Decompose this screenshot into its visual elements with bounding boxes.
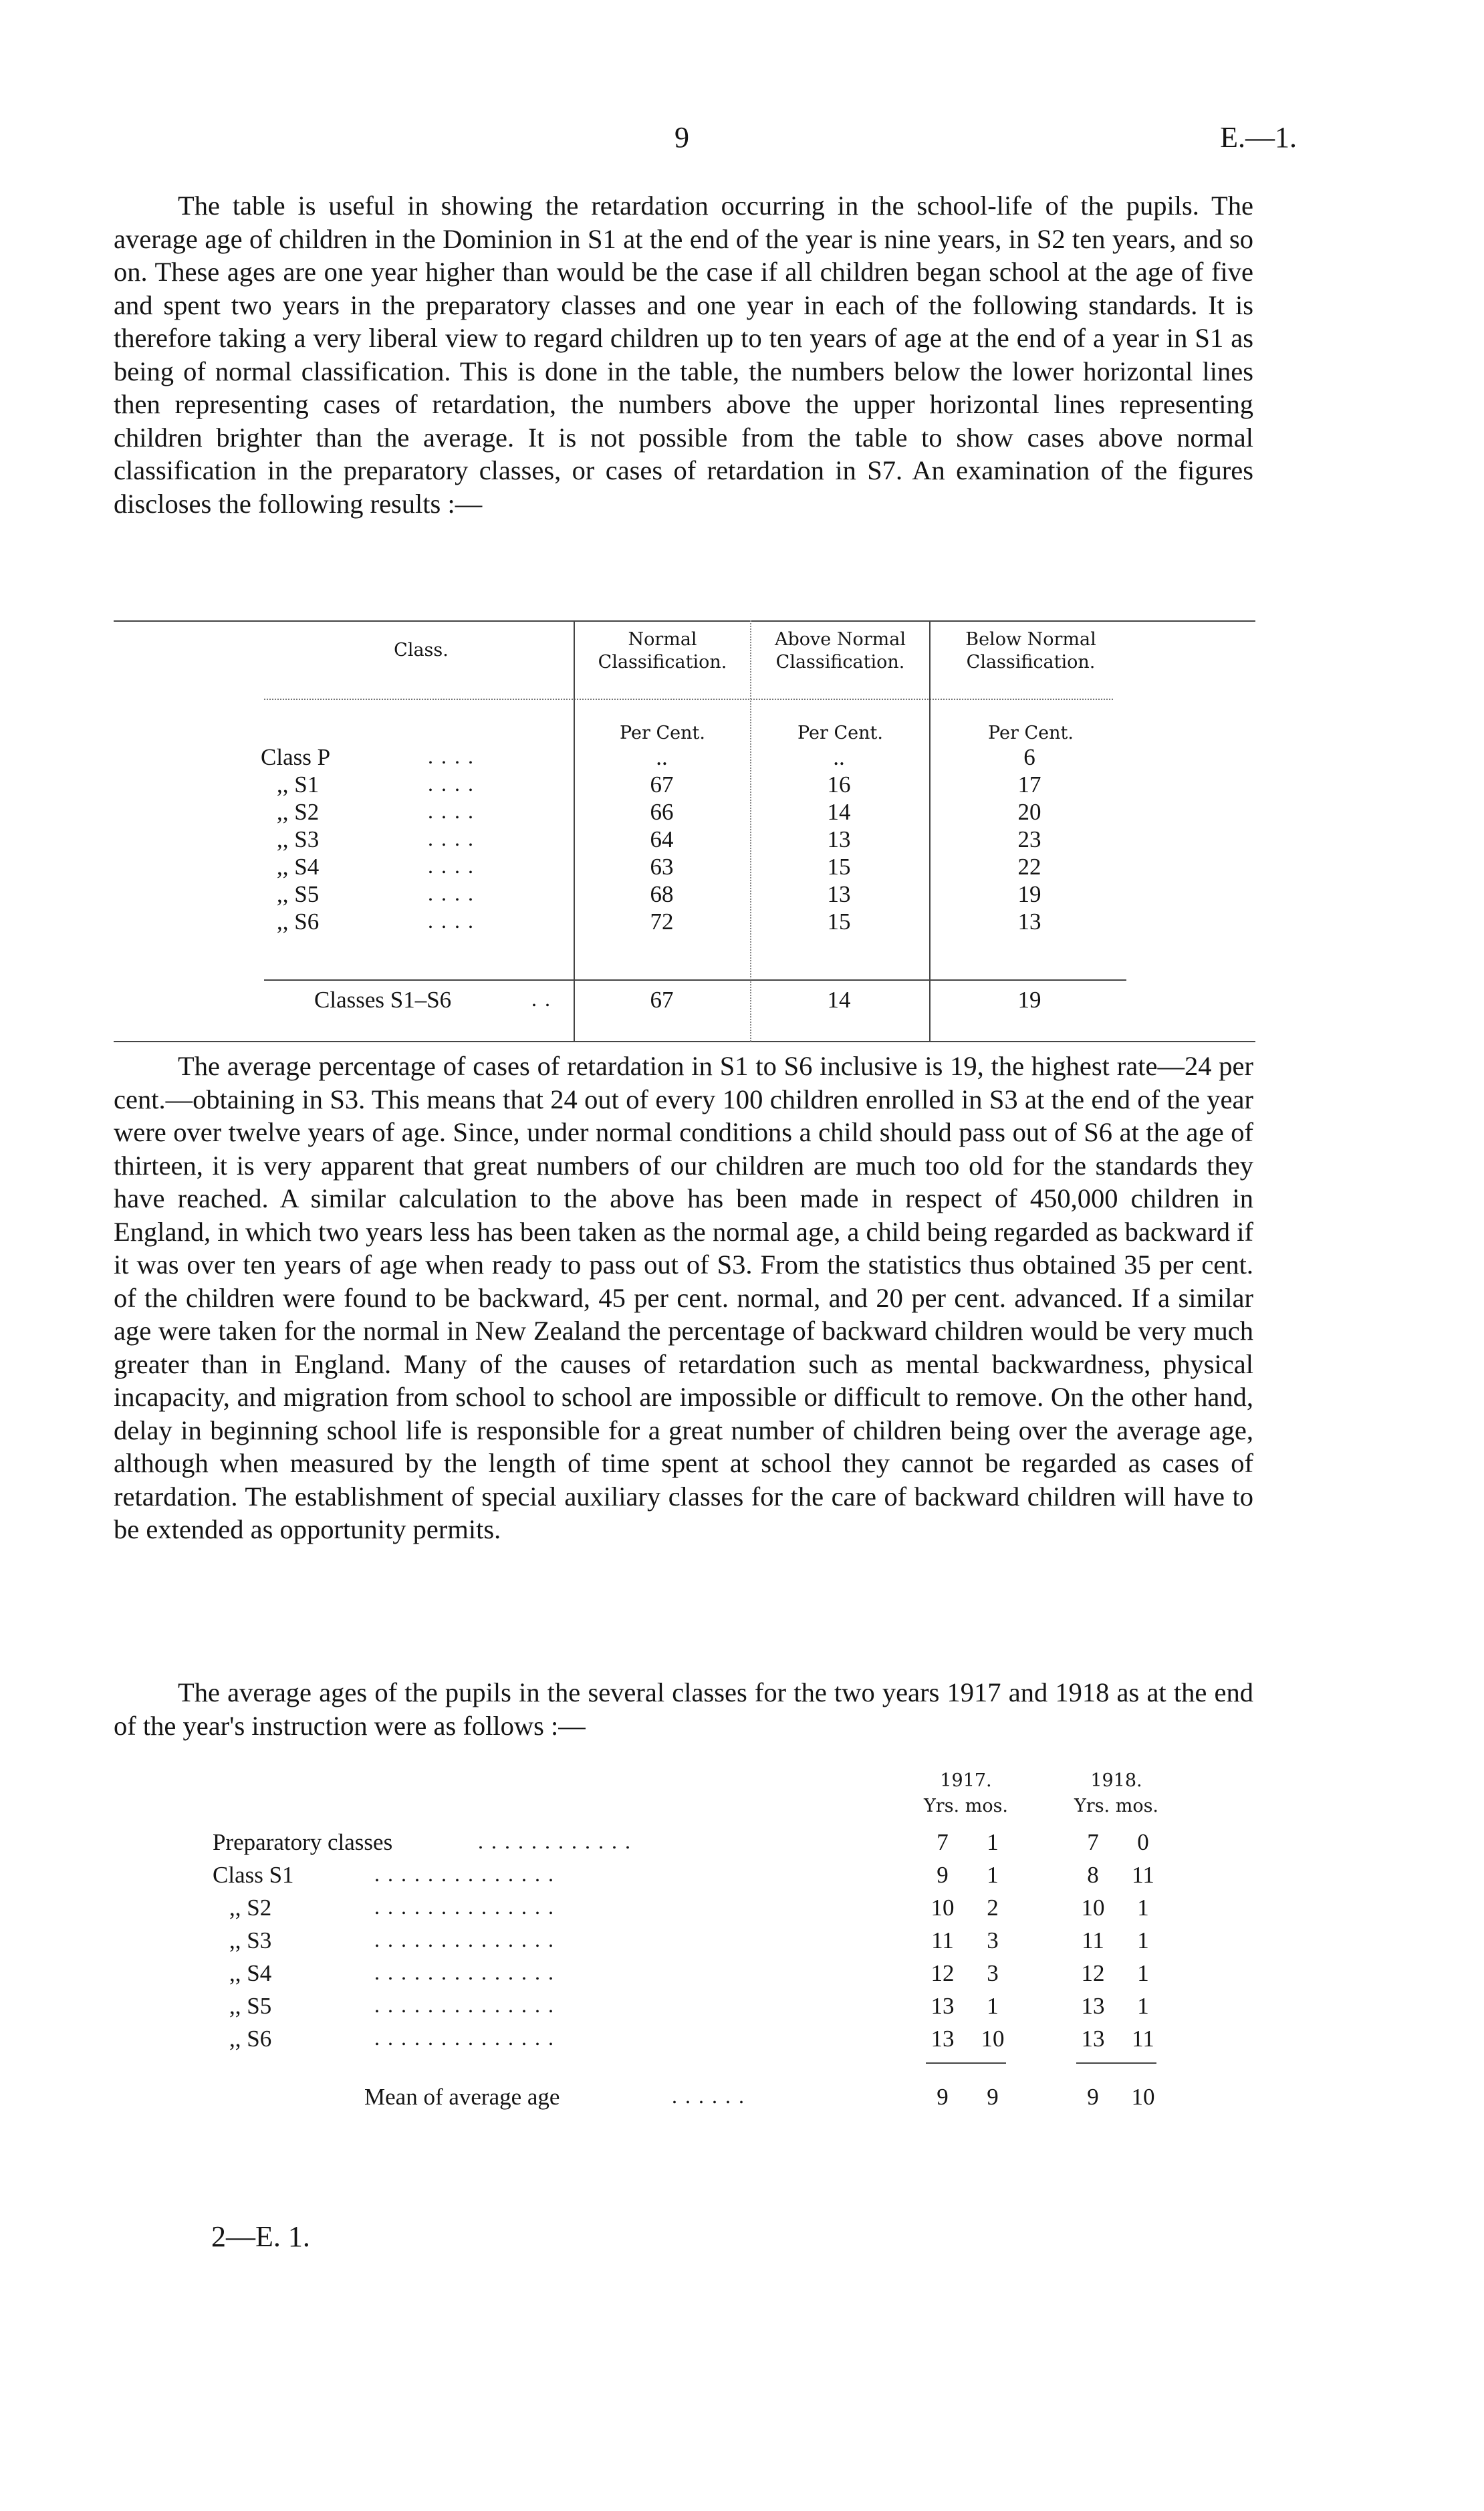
leader-dots: . . . . xyxy=(428,799,475,823)
total-above: 14 xyxy=(827,987,851,1013)
row-label: ,, S3 xyxy=(229,1927,272,1953)
year-header: 1917. xyxy=(940,1770,992,1791)
unit-label: Per Cent. xyxy=(988,723,1074,743)
row-label: Class P xyxy=(261,744,331,770)
unit-label: Per Cent. xyxy=(620,723,705,743)
mos-1918: 11 xyxy=(1132,1862,1154,1888)
row-label: ,, S1 xyxy=(277,771,320,798)
classification-table xyxy=(0,0,1484,1050)
yrs-1917: 12 xyxy=(931,1960,955,1986)
header-below-normal: Below Normal Classification. xyxy=(965,629,1096,673)
mean-yrs-1918: 9 xyxy=(1087,2084,1099,2110)
column-divider xyxy=(574,620,575,1042)
page-number: 9 xyxy=(674,121,689,154)
leader-dots: . . . . xyxy=(428,909,475,933)
units-header: Yrs. mos. xyxy=(923,1796,1009,1816)
cell-above: 16 xyxy=(827,771,851,798)
leader-dots: . . . . xyxy=(428,854,475,878)
mos-1917: 3 xyxy=(987,1960,999,1986)
yrs-1918: 10 xyxy=(1081,1895,1105,1921)
yrs-1917: 13 xyxy=(931,1993,955,2019)
cell-below: 20 xyxy=(1017,799,1041,825)
mos-1917: 1 xyxy=(987,1829,999,1855)
cell-above: 15 xyxy=(827,909,851,935)
row-label: ,, S6 xyxy=(277,909,320,935)
mos-1918: 0 xyxy=(1137,1829,1149,1855)
paragraph-average-ages-intro: The average ages of the pupils in the several classes for the two years 1917 and 1918 as at the end of the year's instruction were as follows :— xyxy=(114,1677,1253,1741)
cell-above: 14 xyxy=(827,799,851,825)
cell-below: 19 xyxy=(1017,881,1041,907)
leader-dots: . . . . xyxy=(428,881,475,905)
cell-normal: 72 xyxy=(650,909,674,935)
row-label: ,, S6 xyxy=(229,2026,272,2052)
cell-normal: 68 xyxy=(650,881,674,907)
total-below: 19 xyxy=(1017,987,1041,1013)
mean-label: Mean of average age xyxy=(364,2084,560,2110)
cell-normal: 63 xyxy=(650,854,674,880)
leader-dots: . . . . . . . . . . . . xyxy=(478,1829,632,1853)
cell-below: 6 xyxy=(1023,744,1035,770)
leader-dots: . . . . . . xyxy=(672,2084,745,2108)
cell-above: 15 xyxy=(827,854,851,880)
yrs-1917: 10 xyxy=(931,1895,955,1921)
mos-1918: 1 xyxy=(1137,1993,1149,2019)
total-rule xyxy=(264,979,1126,981)
yrs-1918: 12 xyxy=(1081,1960,1105,1986)
unit-label: Per Cent. xyxy=(797,723,883,743)
cell-below: 17 xyxy=(1017,771,1041,798)
leader-dots: . . . . . . . . . . . . . . xyxy=(374,1993,555,2017)
footer-signature: 2—E. 1. xyxy=(211,2220,310,2253)
row-label: ,, S5 xyxy=(229,1993,272,2019)
header-rule xyxy=(264,699,1113,700)
mos-1918: 1 xyxy=(1137,1927,1149,1953)
sum-rule-1918 xyxy=(1076,2062,1156,2064)
leader-dots: . . . . xyxy=(428,744,475,768)
cell-normal: 67 xyxy=(650,771,674,798)
cell-below: 23 xyxy=(1017,826,1041,852)
cell-above: 13 xyxy=(827,881,851,907)
row-label: ,, S4 xyxy=(229,1960,272,1986)
cell-above: 13 xyxy=(827,826,851,852)
mos-1917: 1 xyxy=(987,1862,999,1888)
yrs-1918: 11 xyxy=(1082,1927,1104,1953)
header-above-normal: Above Normal Classification. xyxy=(775,629,906,673)
yrs-1918: 13 xyxy=(1081,2026,1105,2052)
row-label: ,, S3 xyxy=(277,826,320,852)
mos-1918: 11 xyxy=(1132,2026,1154,2052)
document-reference: E.—1. xyxy=(1220,121,1297,154)
mos-1918: 1 xyxy=(1137,1960,1149,1986)
column-divider xyxy=(929,620,931,1042)
leader-dots: . . . . . . . . . . . . . . xyxy=(374,1927,555,1951)
yrs-1918: 13 xyxy=(1081,1993,1105,2019)
cell-below: 22 xyxy=(1017,854,1041,880)
mos-1917: 3 xyxy=(987,1927,999,1953)
table-bottom-rule xyxy=(114,1041,1255,1042)
paragraph-retardation-analysis: The average percentage of cases of retardation in S1 to S6 inclusive is 19, the highest rate—24 per cent.—obtaining in S3. This means that 24 out of every 100 children enrolled in S3 at the end of the year were over twelve years of age. Since, under normal conditions a child should pass out of S6 at the age of thirteen, it is very apparent that great numbers of our children are much too old for the standards they have reached. A similar calculation to the above has been made in respect of 450,000 children in England, in which two years less has been taken as the normal age, a child being regarded as backward if it was over ten years of age when ready to pass out of S3. From the statistics thus obtained 35 per cent. of the children were found to be backward, 45 per cent. normal, and 20 per cent. advanced. If a similar age were taken for the normal in New Zealand the percentage of backward children would be very much greater than in England. Many of the causes of retardation such as mental backwardness, physical incapacity, and migration from school to school are impossible or difficult to remove. On the other hand, delay in beginning school life is responsible for a great number of children being over the average age, although when measured by the length of time spent at school they cannot be regarded as cases of retardation. The establishment of special auxiliary classes for the care of backward children will have to be extended as opportunity permits. xyxy=(114,1051,1253,1544)
leader-dots: . . . . xyxy=(428,771,475,796)
paragraph-retardation-intro: The table is useful in showing the retardation occurring in the school-life of the pupils. The average age of children in the Dominion in S1 at the end of the year is nine years, in S2 ten years, and so on. These ages are one year higher than would be the case if all children began school at the age of five and spent two years in the preparatory classes and one year in each of the following standards. It is therefore taking a very liberal view to regard children up to ten years of age at the end of a year in S1 as being of normal classification. This is done in the table, the numbers below the lower horizontal lines then representing cases of retardation, the numbers above the upper horizontal lines representing children brighter than the average. It is not possible from the table to show cases above normal classification in the preparatory classes, or cases of retardation in S7. An examination of the figures discloses the following results :— xyxy=(114,191,1253,519)
leader-dots: . . . . . . . . . . . . . . xyxy=(374,1960,555,1984)
row-label: Class S1 xyxy=(213,1862,294,1888)
yrs-1917: 9 xyxy=(937,1862,949,1888)
row-label: ,, S2 xyxy=(277,799,320,825)
cell-normal: .. xyxy=(656,744,668,770)
table-top-rule xyxy=(114,620,1255,622)
total-normal: 67 xyxy=(650,987,674,1013)
total-label: Classes S1–S6 xyxy=(314,987,452,1013)
yrs-1917: 13 xyxy=(931,2026,955,2052)
header-normal: Normal Classification. xyxy=(598,629,727,673)
yrs-1917: 11 xyxy=(931,1927,954,1953)
row-label: ,, S2 xyxy=(229,1895,272,1921)
cell-below: 13 xyxy=(1017,909,1041,935)
row-label: ,, S5 xyxy=(277,881,320,907)
header-class: Class. xyxy=(394,640,449,661)
year-header: 1918. xyxy=(1090,1770,1142,1791)
mean-mos-1917: 9 xyxy=(987,2084,999,2110)
column-divider xyxy=(750,620,751,1042)
yrs-1918: 7 xyxy=(1087,1829,1099,1855)
sum-rule-1917 xyxy=(926,2062,1006,2064)
mos-1917: 2 xyxy=(987,1895,999,1921)
cell-normal: 66 xyxy=(650,799,674,825)
cell-above: .. xyxy=(833,744,845,770)
mean-mos-1918: 10 xyxy=(1131,2084,1155,2110)
mean-yrs-1917: 9 xyxy=(937,2084,949,2110)
mos-1918: 1 xyxy=(1137,1895,1149,1921)
leader-dots: . . . . . . . . . . . . . . xyxy=(374,1895,555,1919)
row-label: Preparatory classes xyxy=(213,1829,393,1855)
leader-dots: . . xyxy=(531,987,551,1011)
cell-normal: 64 xyxy=(650,826,674,852)
units-header: Yrs. mos. xyxy=(1074,1796,1159,1816)
mos-1917: 10 xyxy=(981,2026,1005,2052)
mos-1917: 1 xyxy=(987,1993,999,2019)
yrs-1918: 8 xyxy=(1087,1862,1099,1888)
leader-dots: . . . . . . . . . . . . . . xyxy=(374,2026,555,2050)
row-label: ,, S4 xyxy=(277,854,320,880)
leader-dots: . . . . xyxy=(428,826,475,850)
yrs-1917: 7 xyxy=(937,1829,949,1855)
leader-dots: . . . . . . . . . . . . . . xyxy=(374,1862,555,1886)
